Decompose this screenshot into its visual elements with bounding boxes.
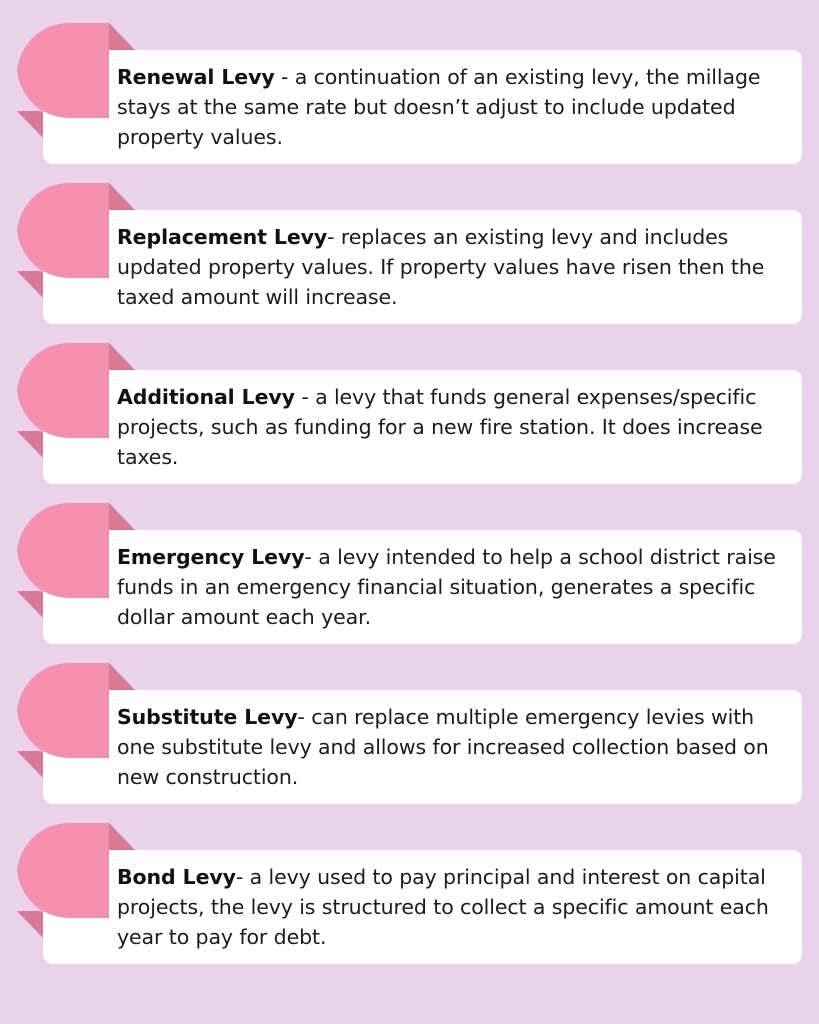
levy-definition: [117, 702, 787, 792]
ribbon-tab-icon: [17, 183, 137, 299]
levy-card: [43, 50, 802, 164]
levy-term: Replacement Levy: [117, 225, 328, 249]
levy-description: - a continuation of an existing levy, the millage stays at the same rate but doesn’t adjust to include updated property values.: [117, 65, 761, 149]
levy-card: [43, 210, 802, 324]
levy-term: Substitute Levy: [117, 705, 298, 729]
levy-definition: [117, 382, 787, 472]
levy-description: - a levy that funds general expenses/specific projects, such as funding for a new fire station. It does increase taxes.: [117, 385, 763, 469]
levy-card: [43, 530, 802, 644]
levy-description: - a levy used to pay principal and interest on capital projects, the levy is structured to collect a specific amount each year to pay for debt.: [117, 865, 769, 949]
levy-card: [43, 370, 802, 484]
ribbon-tab-icon: [17, 503, 137, 619]
levy-card: [43, 690, 802, 804]
levy-description: - can replace multiple emergency levies with one substitute levy and allows for increased collection based on new construction.: [117, 705, 769, 789]
ribbon-tab-icon: [17, 23, 137, 139]
ribbon-tab-icon: [17, 343, 137, 459]
levy-term: Bond Levy: [117, 865, 236, 889]
levy-definition: [117, 62, 787, 152]
levy-description: - replaces an existing levy and includes updated property values. If property values have risen then the taxed amount will increase.: [117, 225, 765, 309]
levy-definition: [117, 222, 787, 312]
levy-definition: [117, 862, 787, 952]
levy-term: Renewal Levy: [117, 65, 275, 89]
levy-term: Emergency Levy: [117, 545, 305, 569]
levy-definition: [117, 542, 787, 632]
ribbon-tab-icon: [17, 663, 137, 779]
levy-description: - a levy intended to help a school district raise funds in an emergency financial situation, generates a specific dollar amount each year.: [117, 545, 776, 629]
levy-term: Additional Levy: [117, 385, 295, 409]
levy-card: [43, 850, 802, 964]
ribbon-tab-icon: [17, 823, 137, 939]
